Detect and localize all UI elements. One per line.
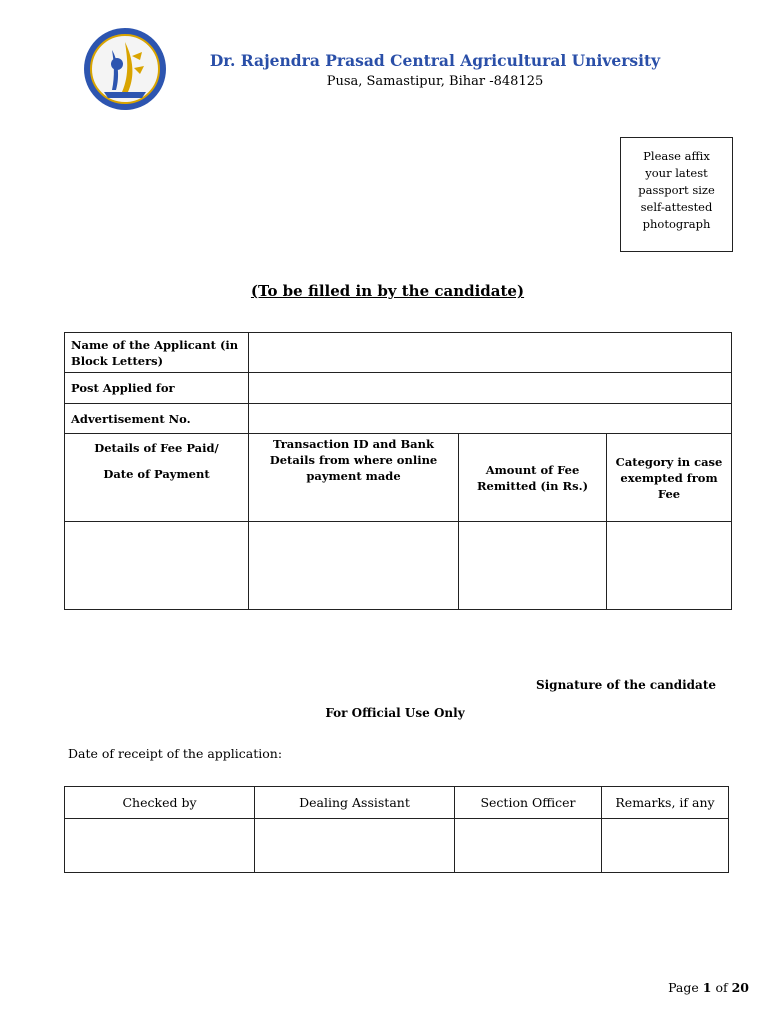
transaction-header-line: Details from where online	[269, 453, 438, 467]
advertisement-label: Advertisement No.	[65, 404, 249, 434]
post-applied-field[interactable]	[249, 373, 732, 404]
remarks-field[interactable]	[602, 819, 729, 873]
official-use-table	[64, 786, 729, 873]
receipt-date-label: Date of receipt of the application:	[68, 746, 283, 761]
category-header-line: exempted from	[620, 470, 718, 485]
candidate-section-heading: (To be filled in by the candidate)	[250, 282, 525, 300]
table-row	[65, 333, 732, 373]
category-header-line: Fee	[657, 486, 681, 501]
amount-column-header	[459, 434, 607, 522]
section-officer-header: Section Officer	[455, 787, 602, 819]
page-word: Page	[668, 980, 699, 995]
photo-placeholder-box	[620, 137, 733, 252]
current-page: 1	[702, 980, 712, 995]
fee-date-field[interactable]	[65, 522, 249, 610]
section-officer-field[interactable]	[455, 819, 602, 873]
fee-details-label	[65, 434, 249, 522]
name-label-line: Name of the Applicant (in	[71, 337, 239, 352]
category-field[interactable]	[607, 522, 732, 610]
page-number	[600, 980, 749, 995]
table-row	[65, 404, 732, 434]
official-use-heading: For Official Use Only	[325, 706, 465, 720]
signature-label: Signature of the candidate	[535, 678, 716, 692]
transaction-header-line: Transaction ID and Bank	[273, 437, 434, 451]
photo-instruction-line: passport size	[638, 183, 715, 197]
photo-instruction-line: Please affix	[643, 149, 710, 163]
category-column-header	[607, 434, 732, 522]
table-row	[65, 434, 732, 522]
total-pages: 20	[731, 980, 749, 995]
name-label	[65, 333, 249, 373]
remarks-header: Remarks, if any	[602, 787, 729, 819]
table-row	[65, 373, 732, 404]
university-name: Dr. Rajendra Prasad Central Agricultural University	[209, 51, 661, 70]
dealing-assistant-field[interactable]	[255, 819, 455, 873]
university-logo	[82, 26, 168, 112]
table-row	[65, 522, 732, 610]
table-row	[65, 819, 729, 873]
transaction-header-line: payment made	[306, 469, 401, 483]
transaction-details-field[interactable]	[249, 522, 459, 610]
advertisement-number-field[interactable]	[249, 404, 732, 434]
photo-instruction-line: photograph	[642, 217, 711, 231]
photo-instruction-line: self-attested	[640, 200, 713, 214]
amount-header-line: Remitted (in Rs.)	[476, 478, 589, 493]
amount-field[interactable]	[459, 522, 607, 610]
page-of-word: of	[715, 980, 728, 995]
candidate-details-table	[64, 332, 732, 610]
photo-instructions	[627, 148, 727, 251]
dealing-assistant-header: Dealing Assistant	[255, 787, 455, 819]
post-label: Post Applied for	[65, 373, 249, 404]
name-label-line: Block Letters)	[71, 353, 164, 368]
checked-by-field[interactable]	[65, 819, 255, 873]
checked-by-header: Checked by	[65, 787, 255, 819]
university-address: Pusa, Samastipur, Bihar -848125	[326, 74, 544, 89]
fee-label-line: Date of Payment	[103, 467, 210, 481]
photo-instruction-line: your latest	[645, 166, 708, 180]
amount-header-line: Amount of Fee	[485, 462, 580, 477]
category-header-line: Category in case	[615, 454, 723, 469]
applicant-name-field[interactable]	[249, 333, 732, 373]
fee-label-line: Details of Fee Paid/	[94, 441, 219, 455]
transaction-column-header	[249, 434, 459, 522]
table-row	[65, 787, 729, 819]
